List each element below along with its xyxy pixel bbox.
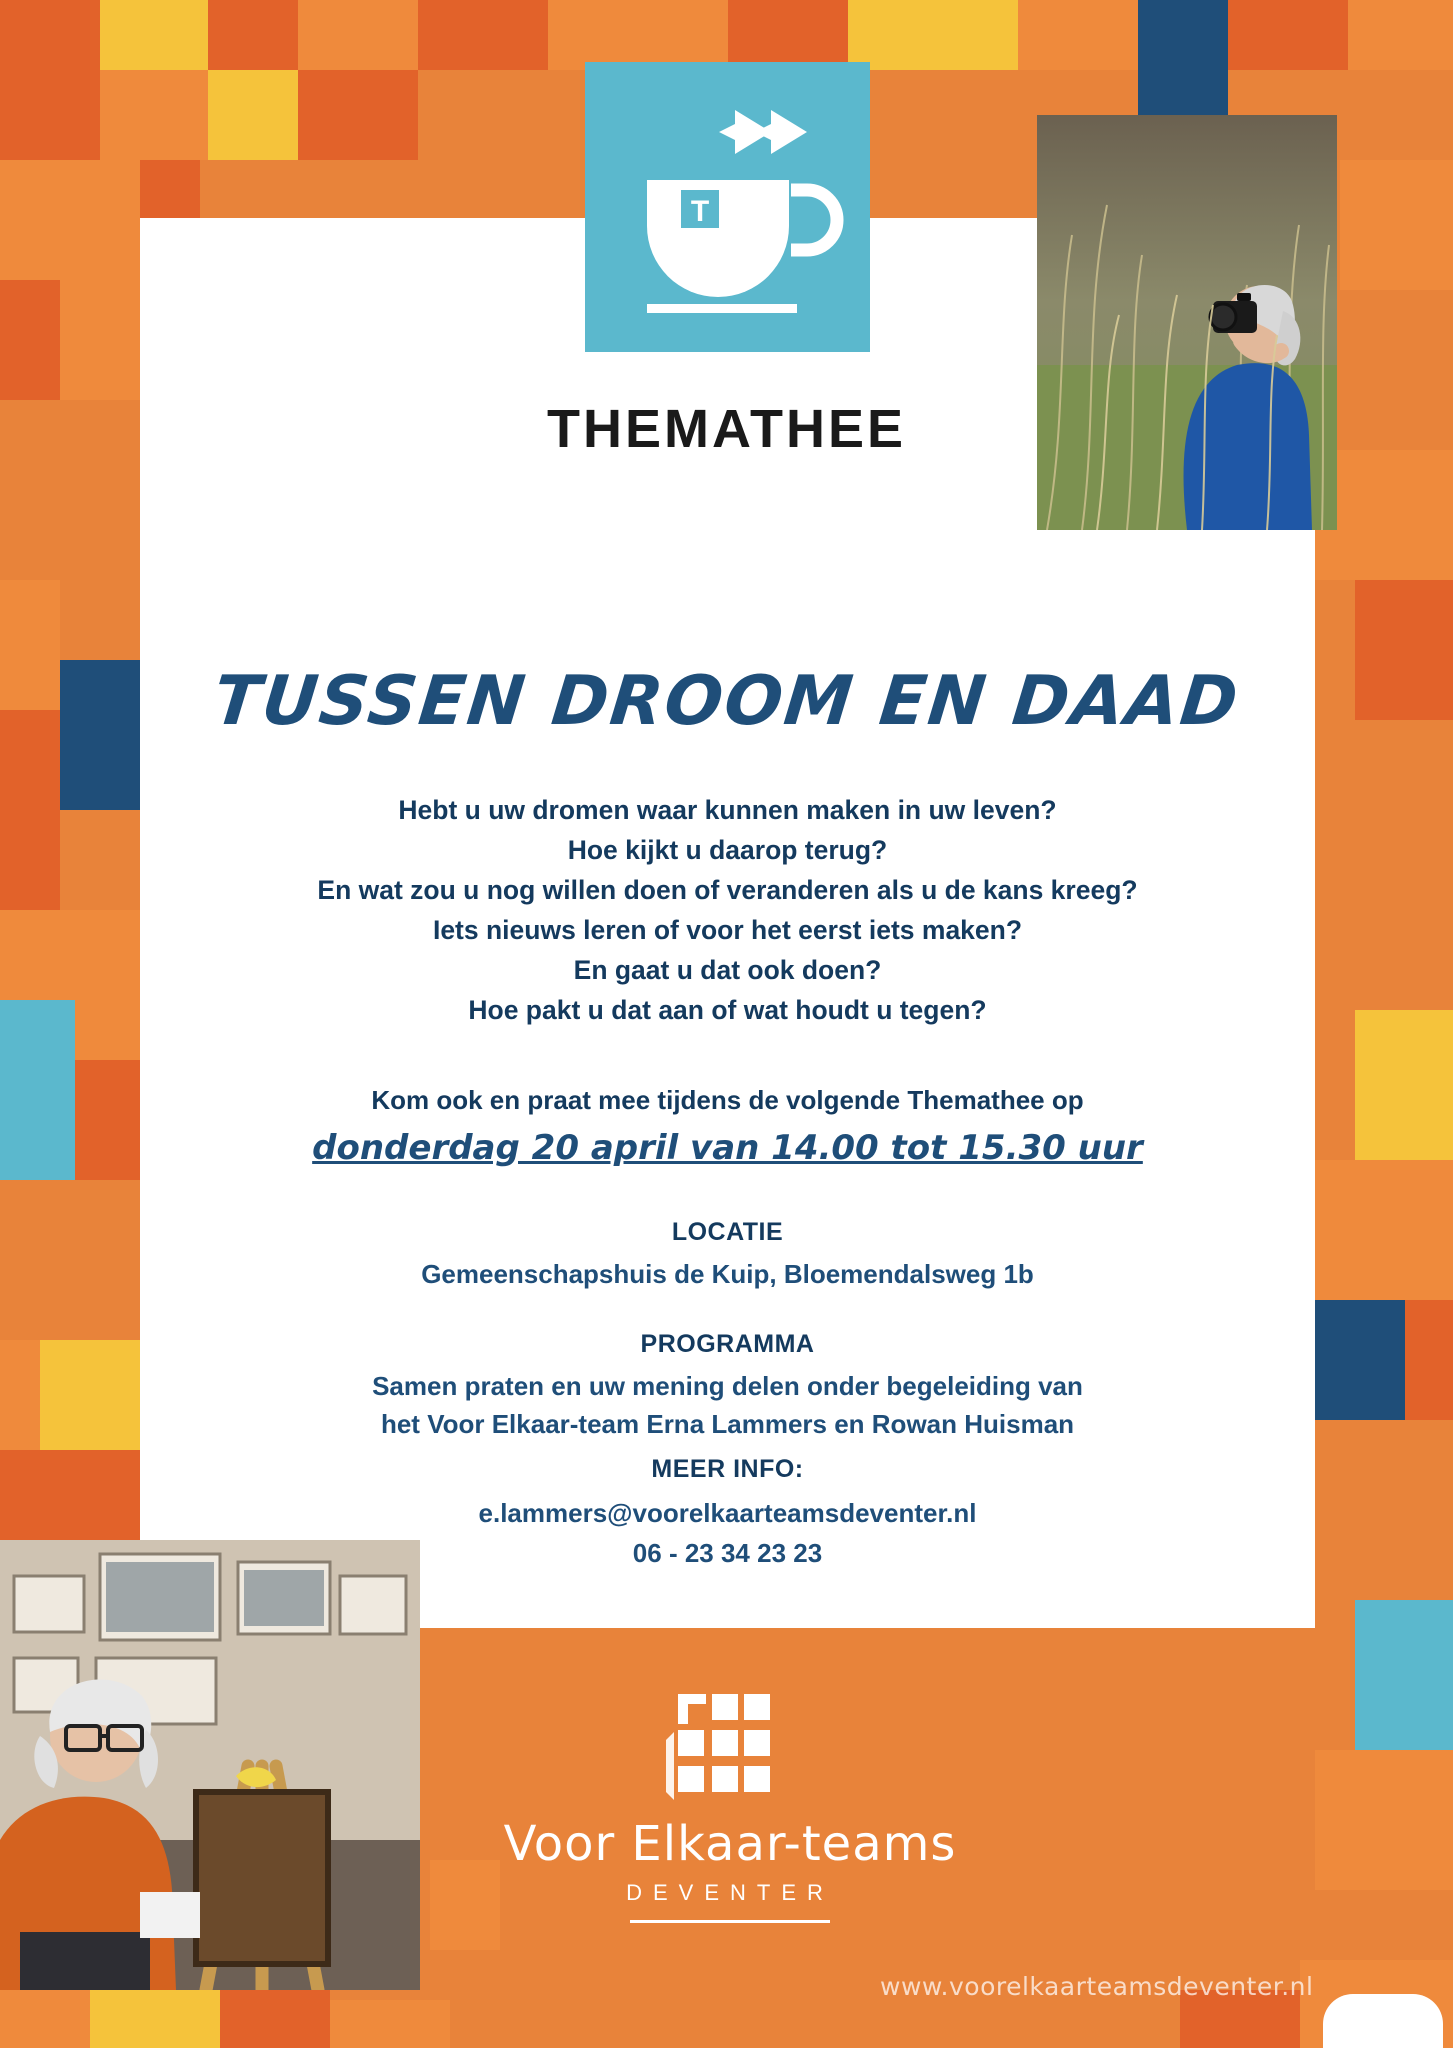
programme-line-2: het Voor Elkaar-team Erna Lammers en Rowan Huisman [380, 1409, 1075, 1439]
organisation-logo [500, 1690, 960, 1923]
question-line: Hoe pakt u dat aan of wat houdt u tegen? [468, 995, 987, 1025]
event-datetime: donderdag 20 april van 14.00 tot 15.30 uur [312, 1128, 1143, 1168]
programme-line-1: Samen praten en uw mening delen onder begeleiding van [372, 1371, 1083, 1401]
programme-label: PROGRAMMA [640, 1330, 815, 1358]
contact-email[interactable]: e.lammers@voorelkaarteamsdeventer.nl [478, 1498, 977, 1528]
question-line: En gaat u dat ook doen? [573, 955, 882, 985]
contact-phone[interactable]: 06 - 23 34 23 23 [632, 1538, 823, 1568]
grid-squares-icon [660, 1690, 800, 1810]
location-label: LOCATIE [671, 1218, 784, 1246]
question-line: Iets nieuws leren of voor het eerst iets maken? [432, 915, 1023, 945]
website-url[interactable]: www.voorelkaarteamsdeventer.nl [880, 1972, 1314, 2001]
teacup-icon [585, 62, 870, 352]
contact-label: MEER INFO: [651, 1455, 804, 1483]
programme-value [180, 1367, 1275, 1443]
invitation-text: Kom ook en praat mee tijdens de volgende Themathee op [371, 1085, 1084, 1115]
svg-text:T: T [690, 195, 710, 228]
poster-main-title: TUSSEN DROOM EN DAAD [209, 662, 1244, 741]
question-line: Hoe kijkt u daarop terug? [567, 835, 888, 865]
location-value: Gemeenschapshuis de Kuip, Bloemendalsweg 1b [421, 1259, 1034, 1289]
organisation-city: DEVENTER [626, 1880, 834, 1905]
photo-photographer [1037, 115, 1337, 530]
question-line: Hebt u uw dromen waar kunnen maken in uw leven? [398, 795, 1057, 825]
corner-decoration [1323, 1994, 1443, 2048]
logo-divider [630, 1920, 830, 1923]
question-line: En wat zou u nog willen doen of veranderen als u de kans kreeg? [317, 875, 1138, 905]
page-title: THEMATHEE [547, 399, 906, 459]
question-list [180, 790, 1275, 1030]
photo-painter [0, 1540, 420, 1990]
organisation-name: Voor Elkaar-teams [503, 1816, 957, 1872]
